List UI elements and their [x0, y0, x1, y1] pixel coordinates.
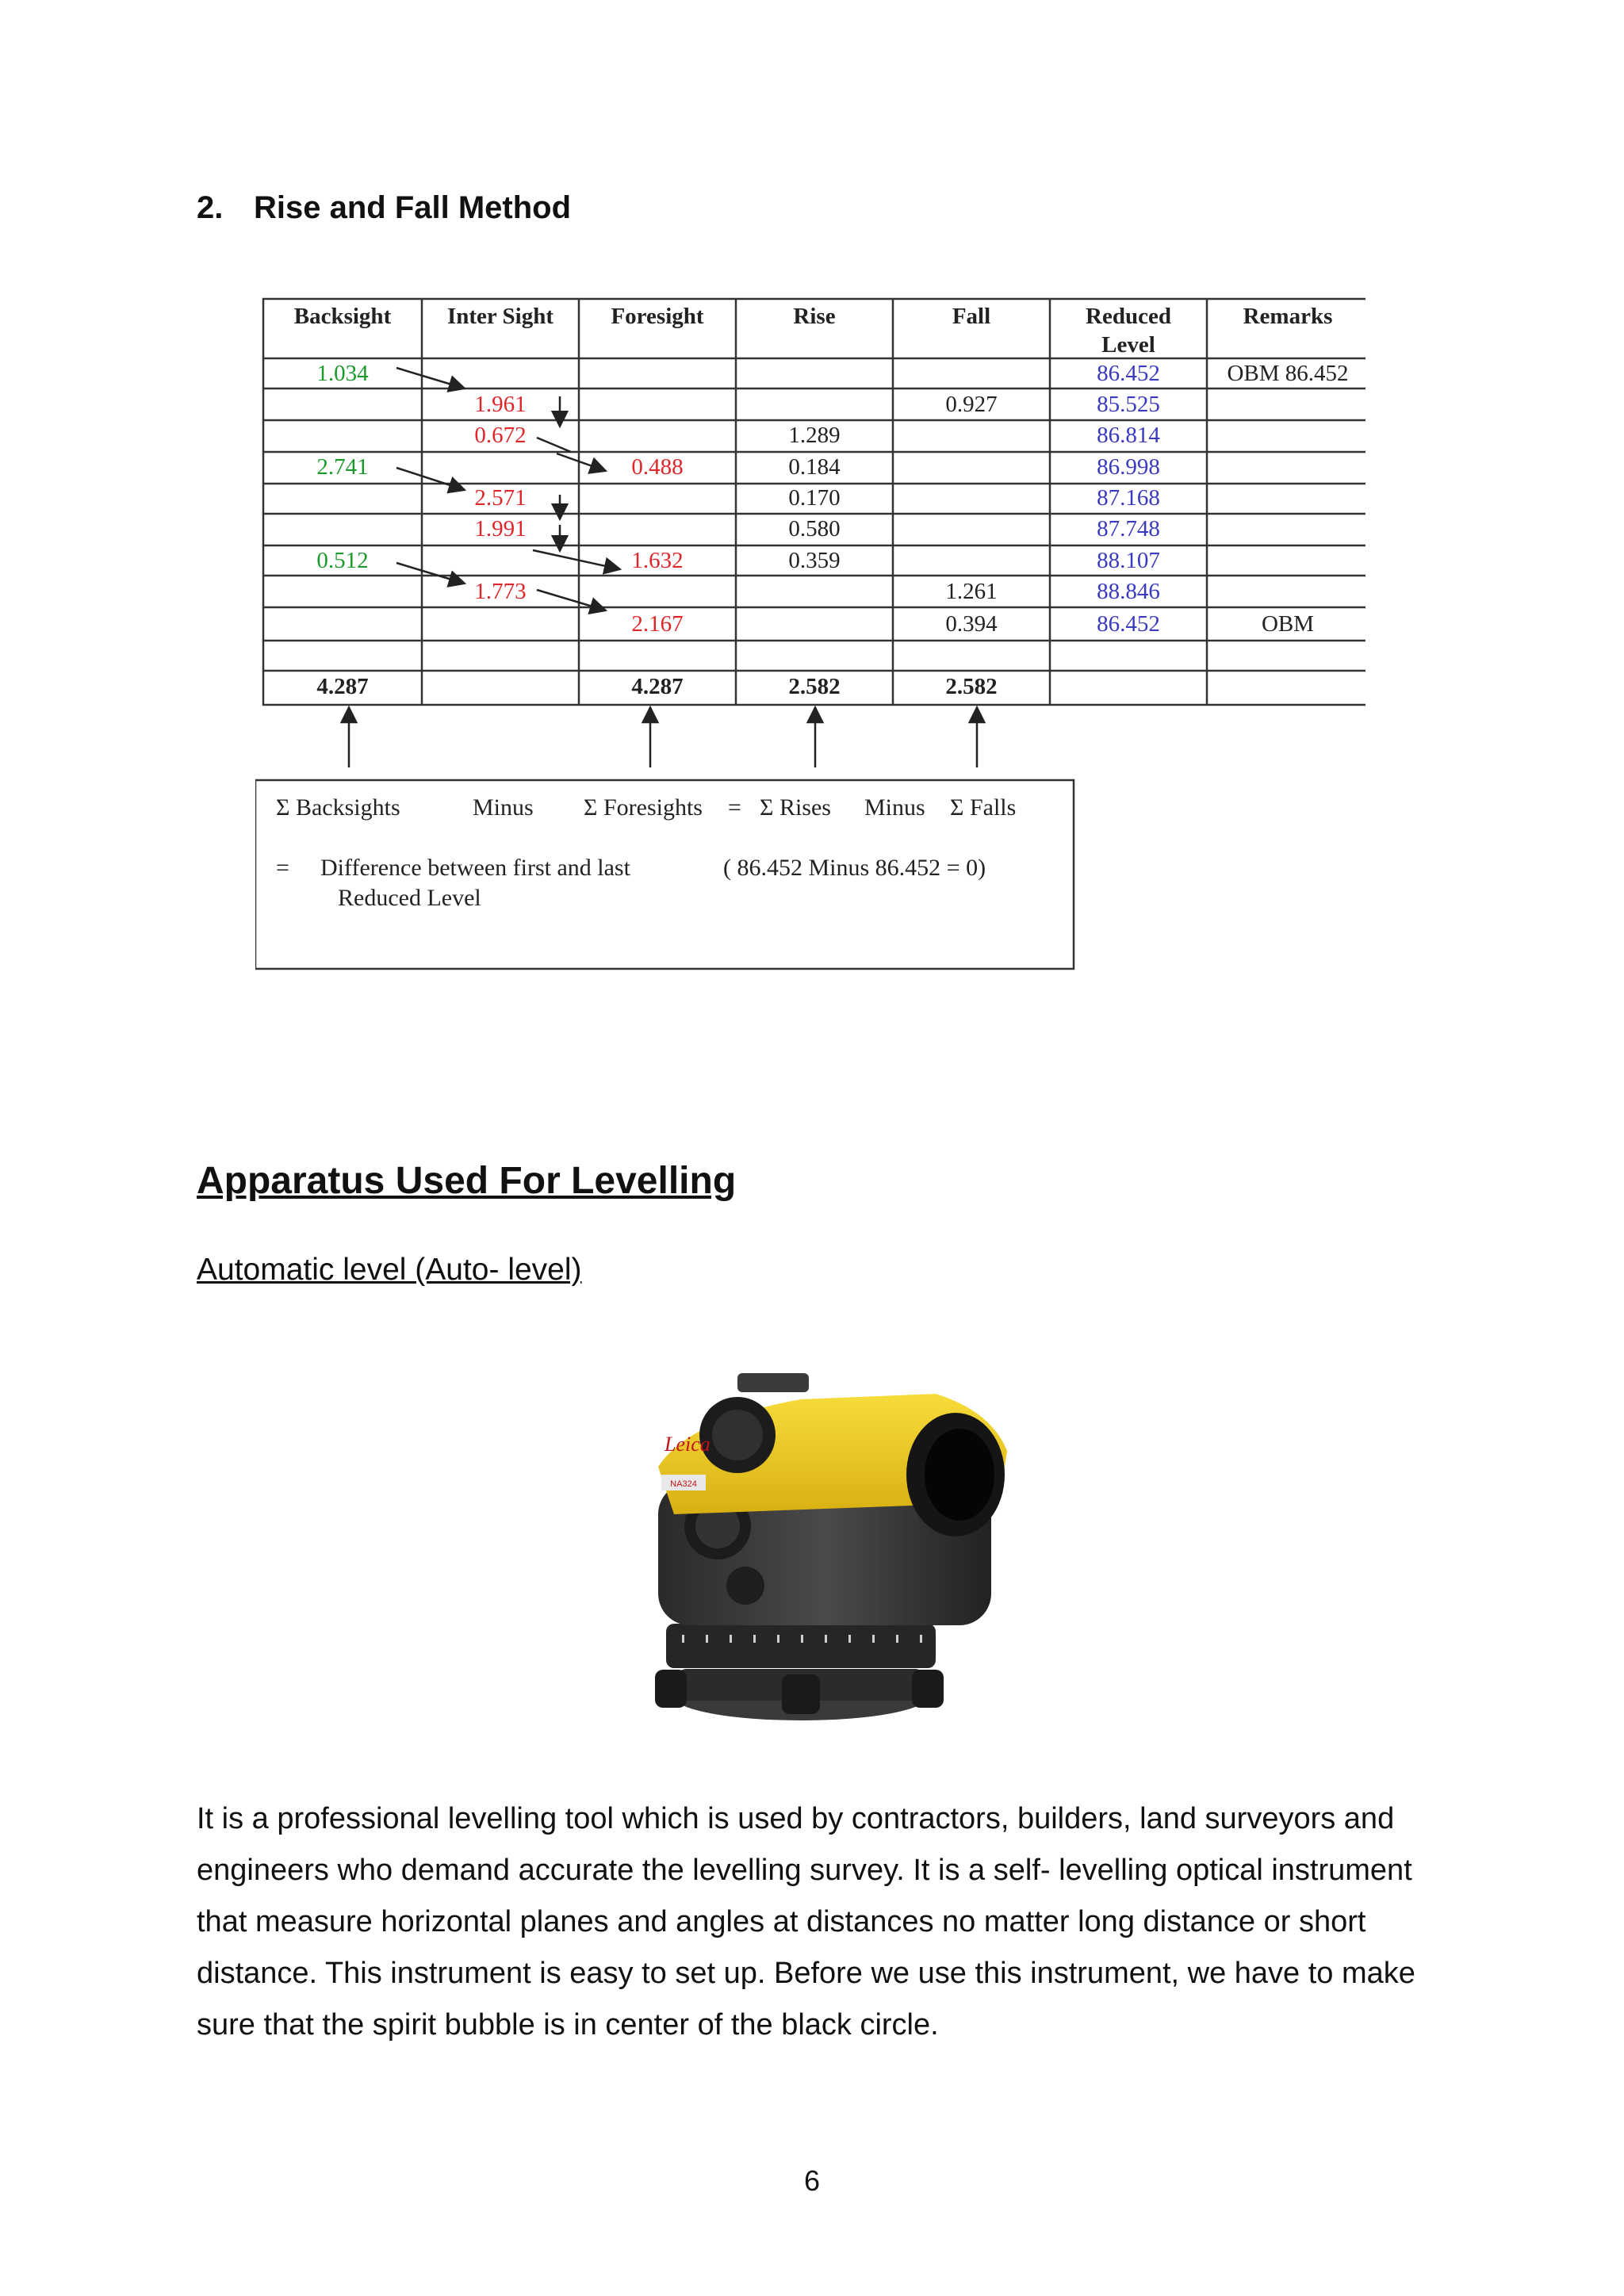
- check-reduced-level-text: Reduced Level: [338, 885, 481, 911]
- cell-is: 1.991: [474, 516, 527, 541]
- check-falls: Σ Falls: [950, 794, 1017, 821]
- check-foresights: Σ Foresights: [584, 794, 703, 821]
- cell-fs: 0.488: [631, 454, 684, 480]
- total-fall: 2.582: [945, 674, 998, 699]
- cell-rise: 1.289: [788, 423, 841, 448]
- page-number: 6: [803, 2164, 821, 2197]
- device-brand: Leica: [665, 1433, 710, 1456]
- cell-rl: 86.814: [1097, 423, 1160, 448]
- cell-fs: 1.632: [631, 548, 684, 573]
- cell-rl: 86.452: [1097, 361, 1160, 386]
- header-fall: Fall: [952, 304, 991, 329]
- cell-is: 0.672: [474, 423, 527, 448]
- header-reduced-level-2: Level: [1101, 332, 1155, 358]
- cell-fall: 0.927: [945, 392, 998, 417]
- cell-fall: 0.394: [945, 611, 998, 637]
- section-title: Rise and Fall Method: [254, 190, 572, 225]
- check-rises: Σ Rises: [760, 794, 831, 821]
- check-equals-2: =: [276, 855, 289, 881]
- cell-bs: 2.741: [316, 454, 369, 480]
- total-backsight: 4.287: [316, 674, 369, 699]
- cell-rl: 85.525: [1097, 392, 1160, 417]
- section-heading: [197, 190, 571, 226]
- check-difference-text: Difference between first and last: [320, 855, 630, 881]
- header-rise: Rise: [793, 304, 836, 329]
- cell-bs: 0.512: [316, 548, 369, 573]
- cell-rise: 0.184: [788, 454, 841, 480]
- cell-fs: 2.167: [631, 611, 684, 637]
- rise-fall-table-figure: [255, 295, 1365, 977]
- cell-remarks: OBM: [1261, 611, 1315, 637]
- cell-rl: 88.846: [1097, 579, 1160, 604]
- automatic-level-subtitle: Automatic level (Auto- level): [197, 1253, 582, 1287]
- check-minus-2: Minus: [864, 794, 925, 821]
- cell-rl: 88.107: [1097, 548, 1160, 573]
- header-inter-sight: Inter Sight: [446, 304, 553, 329]
- check-minus-1: Minus: [473, 794, 534, 821]
- check-calculation: ( 86.452 Minus 86.452 = 0): [723, 855, 986, 881]
- cell-fall: 1.261: [945, 579, 998, 604]
- section-number: 2.: [197, 190, 224, 225]
- cell-is: 1.961: [474, 392, 527, 417]
- cell-rl: 87.168: [1097, 485, 1160, 511]
- cell-rl: 86.452: [1097, 611, 1160, 637]
- header-reduced-level-1: Reduced: [1086, 304, 1171, 329]
- cell-rise: 0.580: [788, 516, 841, 541]
- cell-is: 2.571: [474, 485, 527, 511]
- header-foresight: Foresight: [611, 304, 704, 329]
- cell-rl: 87.748: [1097, 516, 1160, 541]
- cell-rl: 86.998: [1097, 454, 1160, 480]
- cell-is: 1.773: [474, 579, 527, 604]
- header-remarks: Remarks: [1243, 304, 1333, 329]
- automatic-level-image: [603, 1356, 1031, 1728]
- cell-rise: 0.170: [788, 485, 841, 511]
- device-model: NA324: [670, 1479, 697, 1489]
- total-foresight: 4.287: [631, 674, 684, 699]
- header-backsight: Backsight: [293, 304, 392, 329]
- cell-bs: 1.034: [316, 361, 369, 386]
- cell-rise: 0.359: [788, 548, 841, 573]
- check-equals-1: =: [728, 794, 741, 821]
- check-backsights: Σ Backsights: [276, 794, 400, 821]
- auto-level-icon: [603, 1356, 1031, 1728]
- total-rise: 2.582: [788, 674, 841, 699]
- cell-remarks: OBM 86.452: [1227, 361, 1349, 386]
- description-paragraph: It is a professional levelling tool which is used by contractors, builders, land surveyors and engineers who demand accurate the levelling survey. It is a self- levelling optical instrument that measure horizontal planes and angles at distances no matter long distance or short distance. This instrument is easy to set up. Before we use this instrument, we have to make sure that the spirit bubble is in center of the black circle.: [197, 1802, 1415, 2042]
- apparatus-title: Apparatus Used For Levelling: [197, 1160, 737, 1202]
